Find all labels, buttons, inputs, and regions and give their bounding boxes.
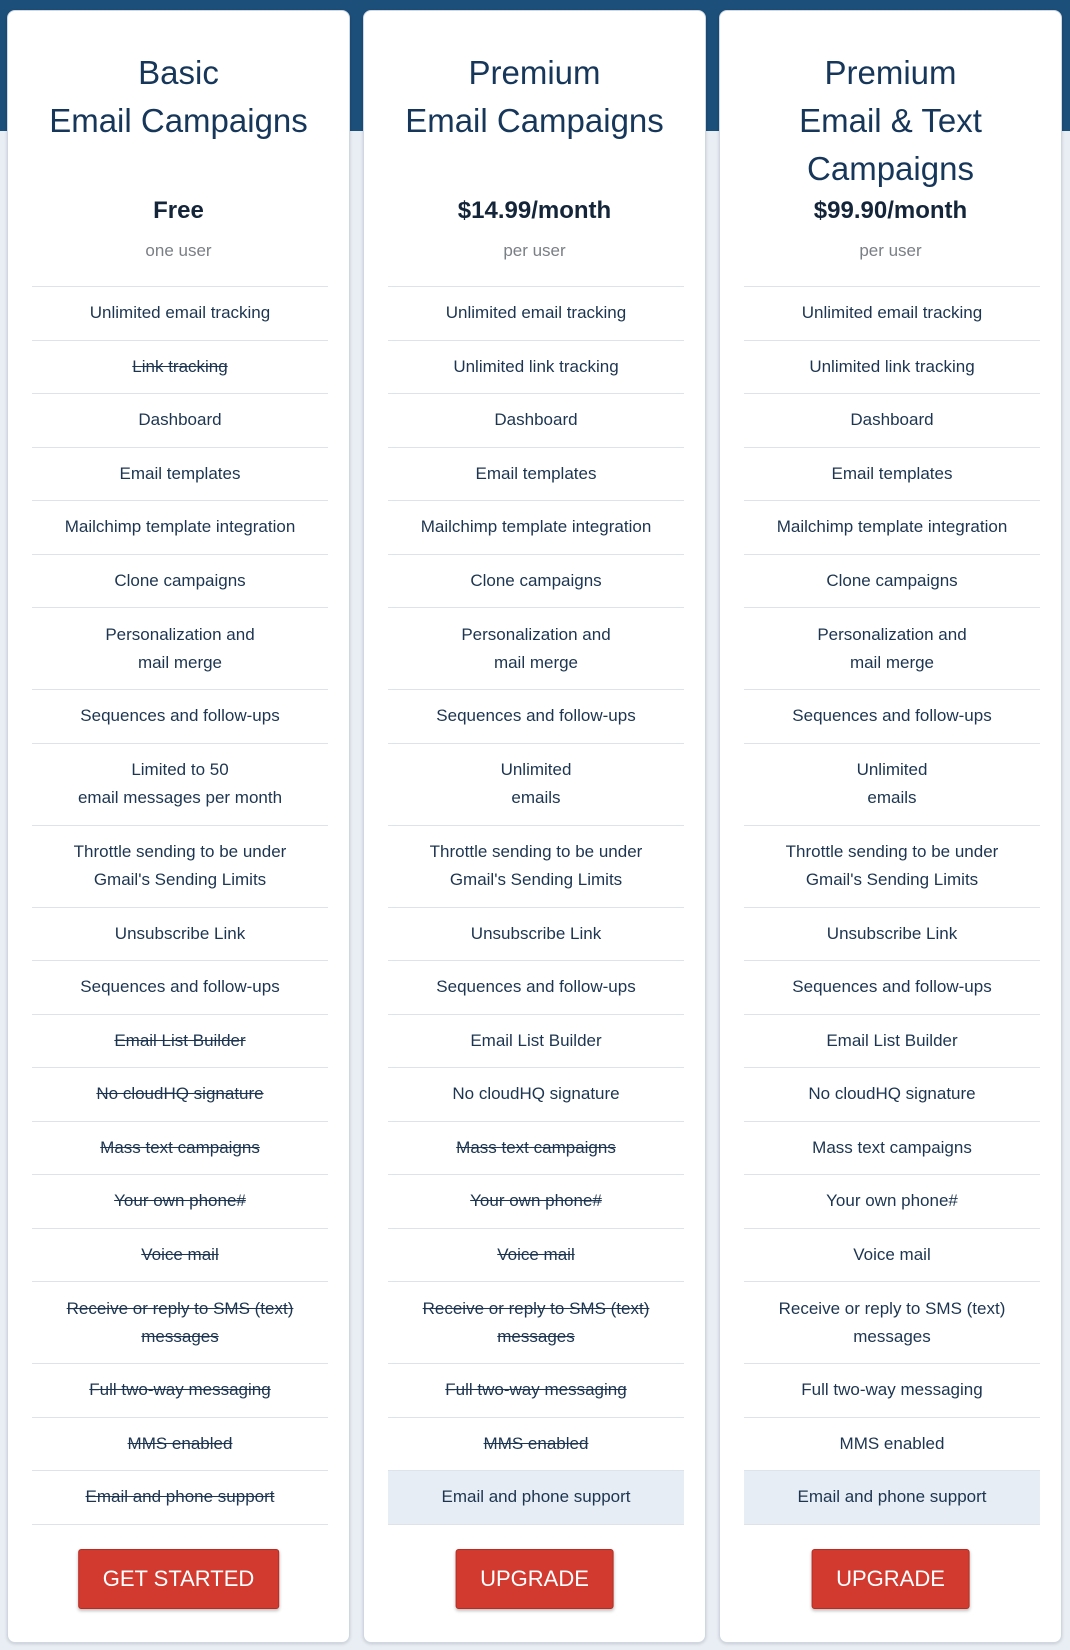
feature-text <box>430 838 643 894</box>
feature-line: emails <box>867 788 917 807</box>
plan-card-premium-email-text <box>719 10 1062 1643</box>
feature-text <box>67 1295 294 1351</box>
plan-price: Free <box>153 197 204 224</box>
feature-line: Voice mail <box>853 1244 931 1264</box>
feature-line: Unlimited email tracking <box>89 303 271 323</box>
feature-line: Clone campaigns <box>114 570 246 590</box>
feature-line: Voice mail <box>141 1244 219 1264</box>
feature-line: Sequences and follow-ups <box>436 977 636 997</box>
feature-text <box>96 1080 263 1108</box>
feature-line: Sequences and follow-ups <box>792 977 992 997</box>
feature-item <box>32 826 328 908</box>
feature-line: mail merge <box>137 652 223 672</box>
feature-line: Email and phone support <box>441 1487 631 1507</box>
feature-item <box>388 394 684 448</box>
feature-item <box>388 1068 684 1122</box>
feature-text <box>453 353 618 381</box>
feature-line: No cloudHQ signature <box>452 1084 620 1104</box>
feature-line: Full two-way messaging <box>89 1380 271 1400</box>
feature-line: Unsubscribe Link <box>826 923 958 943</box>
plan-price: $99.90/month <box>813 197 968 224</box>
feature-text <box>120 460 241 488</box>
feature-line: Unlimited <box>856 760 928 779</box>
plan-title-line: Premium <box>468 54 601 91</box>
feature-text <box>456 1134 616 1162</box>
feature-line: Sequences and follow-ups <box>436 706 636 726</box>
feature-text <box>446 299 626 327</box>
feature-text <box>853 1241 930 1269</box>
feature-line: Email templates <box>119 463 241 483</box>
plan-unit: per user <box>503 241 566 260</box>
feature-text <box>497 1241 574 1269</box>
feature-line: Personalization and <box>817 624 967 644</box>
feature-item <box>744 1068 1040 1122</box>
feature-text <box>445 1376 626 1404</box>
feature-line: email messages per month <box>77 788 283 807</box>
plan-title-line: Email Campaigns <box>49 102 308 139</box>
feature-item <box>388 826 684 908</box>
plan-title <box>364 49 705 145</box>
feature-line: Dashboard <box>138 410 222 430</box>
feature-line: Mass text campaigns <box>456 1137 616 1157</box>
feature-list <box>388 286 684 1525</box>
feature-line: Receive or reply to SMS (text) <box>778 1298 1006 1318</box>
feature-text <box>115 920 245 948</box>
feature-line: Sequences and follow-ups <box>80 977 280 997</box>
feature-line: Email and phone support <box>85 1487 275 1507</box>
feature-item <box>388 908 684 962</box>
feature-item <box>744 1282 1040 1364</box>
feature-line: Receive or reply to SMS (text) <box>66 1298 294 1318</box>
feature-line: Email templates <box>831 463 953 483</box>
feature-text <box>494 406 577 434</box>
feature-line: Personalization and <box>105 624 255 644</box>
feature-text <box>132 353 227 381</box>
feature-item <box>744 448 1040 502</box>
feature-line: Mailchimp template integration <box>776 517 1008 537</box>
feature-text <box>826 1027 957 1055</box>
feature-text <box>461 621 610 677</box>
feature-line: No cloudHQ signature <box>96 1084 264 1104</box>
feature-text <box>452 1080 619 1108</box>
feature-item <box>32 394 328 448</box>
feature-line: Mass text campaigns <box>100 1137 260 1157</box>
feature-line: Your own phone# <box>826 1191 958 1211</box>
feature-text <box>441 1483 630 1511</box>
feature-item <box>388 1471 684 1525</box>
feature-item <box>32 287 328 341</box>
feature-item <box>744 341 1040 395</box>
feature-text <box>114 1187 246 1215</box>
feature-line: Gmail's Sending Limits <box>93 870 267 889</box>
feature-text <box>476 460 597 488</box>
feature-text <box>826 567 957 595</box>
plan-card-basic <box>7 10 350 1643</box>
feature-text <box>114 1027 245 1055</box>
feature-line: Unlimited email tracking <box>801 303 983 323</box>
feature-item <box>744 690 1040 744</box>
feature-text <box>74 838 287 894</box>
feature-item <box>744 826 1040 908</box>
plan-card-premium-email <box>363 10 706 1643</box>
feature-item <box>744 1364 1040 1418</box>
feature-line: Throttle sending to be under <box>73 842 287 861</box>
feature-line: Unlimited <box>500 760 572 779</box>
feature-item <box>388 690 684 744</box>
plan-title-line: Email Campaigns <box>405 102 664 139</box>
feature-item <box>744 1418 1040 1472</box>
feature-text <box>128 1430 233 1458</box>
feature-line: Limited to 50 <box>131 760 229 779</box>
feature-line: messages <box>497 1326 575 1346</box>
feature-text <box>423 1295 650 1351</box>
feature-text <box>832 460 953 488</box>
feature-text <box>138 406 221 434</box>
feature-item <box>32 1282 328 1364</box>
feature-line: Unsubscribe Link <box>470 923 602 943</box>
feature-line: mail merge <box>849 652 935 672</box>
feature-text <box>471 920 601 948</box>
feature-line: Gmail's Sending Limits <box>805 870 979 889</box>
feature-line: Gmail's Sending Limits <box>449 870 623 889</box>
feature-item <box>388 1229 684 1283</box>
feature-item <box>32 1229 328 1283</box>
feature-text <box>105 621 254 677</box>
plan-price: $14.99/month <box>457 197 612 224</box>
feature-text <box>817 621 966 677</box>
feature-text <box>792 973 991 1001</box>
feature-line: Your own phone# <box>114 1191 246 1211</box>
feature-text <box>80 973 279 1001</box>
feature-line: Personalization and <box>461 624 611 644</box>
feature-item <box>388 555 684 609</box>
feature-text <box>850 406 933 434</box>
feature-item <box>744 908 1040 962</box>
feature-line: MMS enabled <box>483 1433 589 1453</box>
feature-line: emails <box>511 788 561 807</box>
feature-text <box>809 353 974 381</box>
feature-text <box>85 1483 274 1511</box>
feature-line: messages <box>141 1326 219 1346</box>
feature-text <box>65 513 296 541</box>
feature-text <box>501 756 572 812</box>
feature-line: Mailchimp template integration <box>420 517 652 537</box>
feature-item <box>388 1015 684 1069</box>
plan-title-line: Basic <box>138 54 219 91</box>
feature-list <box>32 286 328 1525</box>
feature-item <box>744 555 1040 609</box>
feature-text <box>80 702 279 730</box>
feature-text <box>470 1027 601 1055</box>
feature-text <box>78 756 282 812</box>
feature-item <box>32 341 328 395</box>
feature-line: Unlimited email tracking <box>445 303 627 323</box>
feature-item <box>32 608 328 690</box>
feature-item <box>32 1175 328 1229</box>
feature-text <box>100 1134 260 1162</box>
upgrade-button[interactable]: UPGRADE <box>811 1549 970 1609</box>
feature-item <box>32 908 328 962</box>
feature-line: No cloudHQ signature <box>808 1084 976 1104</box>
feature-line: Full two-way messaging <box>801 1380 983 1400</box>
feature-line: Clone campaigns <box>826 570 958 590</box>
feature-text <box>114 567 245 595</box>
feature-item <box>744 1229 1040 1283</box>
feature-item <box>32 1015 328 1069</box>
feature-line: Mass text campaigns <box>812 1137 972 1157</box>
plan-unit: per user <box>859 241 922 260</box>
feature-text <box>808 1080 975 1108</box>
feature-item <box>32 1068 328 1122</box>
feature-line: Dashboard <box>494 410 578 430</box>
feature-text <box>802 299 982 327</box>
feature-line: Email List Builder <box>114 1030 246 1050</box>
feature-line: Email List Builder <box>470 1030 602 1050</box>
feature-line: Email List Builder <box>826 1030 958 1050</box>
feature-text <box>141 1241 218 1269</box>
plan-title <box>720 49 1061 193</box>
feature-text <box>89 1376 270 1404</box>
feature-item <box>388 1364 684 1418</box>
feature-text <box>436 702 635 730</box>
feature-item <box>32 1418 328 1472</box>
feature-item <box>744 501 1040 555</box>
feature-line: Full two-way messaging <box>445 1380 627 1400</box>
feature-item <box>388 608 684 690</box>
feature-item <box>388 1175 684 1229</box>
feature-item <box>388 961 684 1015</box>
feature-text <box>786 838 999 894</box>
feature-line: mail merge <box>493 652 579 672</box>
feature-text <box>779 1295 1006 1351</box>
feature-line: Email and phone support <box>797 1487 987 1507</box>
feature-text <box>857 756 928 812</box>
feature-text <box>470 567 601 595</box>
feature-item <box>32 555 328 609</box>
feature-line: Throttle sending to be under <box>785 842 999 861</box>
feature-item <box>388 501 684 555</box>
feature-line: Sequences and follow-ups <box>80 706 280 726</box>
feature-text <box>421 513 652 541</box>
feature-item <box>744 1122 1040 1176</box>
feature-item <box>388 1282 684 1364</box>
feature-line: Sequences and follow-ups <box>792 706 992 726</box>
feature-text <box>792 702 991 730</box>
feature-line: Email templates <box>475 463 597 483</box>
feature-item <box>32 448 328 502</box>
feature-line: Voice mail <box>497 1244 575 1264</box>
feature-text <box>801 1376 982 1404</box>
feature-item <box>388 287 684 341</box>
feature-item <box>744 961 1040 1015</box>
feature-line: MMS enabled <box>127 1433 233 1453</box>
feature-line: Clone campaigns <box>470 570 602 590</box>
feature-line: Receive or reply to SMS (text) <box>422 1298 650 1318</box>
feature-list <box>744 286 1040 1525</box>
feature-text <box>90 299 270 327</box>
feature-item <box>32 1122 328 1176</box>
get-started-button[interactable]: GET STARTED <box>78 1549 280 1609</box>
feature-text <box>827 920 957 948</box>
feature-item <box>32 501 328 555</box>
feature-line: MMS enabled <box>839 1433 945 1453</box>
feature-item <box>744 608 1040 690</box>
plan-title-line: Email & Text <box>799 102 982 139</box>
upgrade-button[interactable]: UPGRADE <box>455 1549 614 1609</box>
feature-line: messages <box>853 1326 931 1346</box>
feature-item <box>744 1015 1040 1069</box>
feature-line: Throttle sending to be under <box>429 842 643 861</box>
feature-text <box>797 1483 986 1511</box>
feature-item <box>32 1471 328 1525</box>
feature-item <box>388 1418 684 1472</box>
feature-text <box>826 1187 958 1215</box>
feature-text <box>484 1430 589 1458</box>
feature-text <box>840 1430 945 1458</box>
feature-item <box>744 1471 1040 1525</box>
plan-title <box>8 49 349 145</box>
feature-line: Mailchimp template integration <box>64 517 296 537</box>
feature-line: Dashboard <box>850 410 934 430</box>
feature-text <box>470 1187 602 1215</box>
feature-line: Unsubscribe Link <box>114 923 246 943</box>
plan-title-line: Campaigns <box>807 150 974 187</box>
feature-item <box>32 690 328 744</box>
feature-text <box>777 513 1008 541</box>
feature-item <box>388 341 684 395</box>
feature-item <box>744 744 1040 826</box>
feature-item <box>32 1364 328 1418</box>
feature-item <box>744 394 1040 448</box>
feature-text <box>812 1134 972 1162</box>
feature-item <box>388 1122 684 1176</box>
feature-text <box>436 973 635 1001</box>
feature-line: Unlimited link tracking <box>809 356 975 376</box>
feature-item <box>32 961 328 1015</box>
feature-item <box>388 448 684 502</box>
feature-line: Unlimited link tracking <box>453 356 619 376</box>
feature-item <box>32 744 328 826</box>
feature-item <box>388 744 684 826</box>
feature-item <box>744 287 1040 341</box>
feature-line: Your own phone# <box>470 1191 602 1211</box>
plan-title-line: Premium <box>824 54 957 91</box>
feature-line: Link tracking <box>132 356 228 376</box>
plan-unit: one user <box>145 241 212 260</box>
feature-item <box>744 1175 1040 1229</box>
pricing-cards <box>7 10 1062 1643</box>
